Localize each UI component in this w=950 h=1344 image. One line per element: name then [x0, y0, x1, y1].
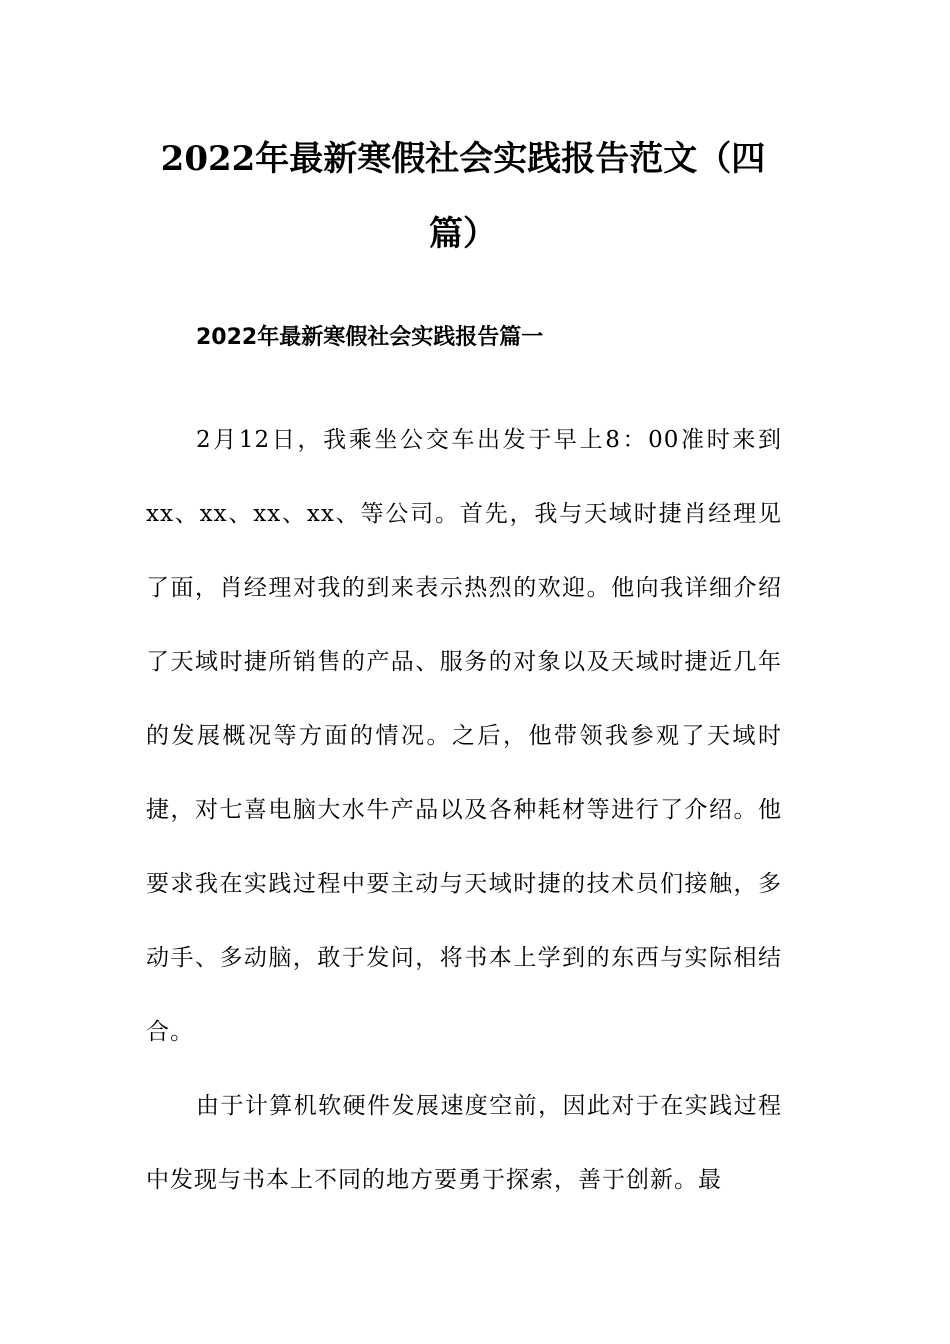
body-paragraph-1: 2月12日，我乘坐公交车出发于早上8：00准时来到xx、xx、xx、xx、等公司。首先，我与天域时捷肖经理见了面，肖经理对我的到来表示热烈的欢迎。他向我详细介绍了天域时捷所销售的产品、服务的对象以及天域时捷近几年的发展概况等方面的情况。之后，他带领我参观了天域时捷，对七喜电脑大水牛产品以及各种耗材等进行了介绍。他要求我在实践过程中要主动与天域时捷的技术员们接触，多动手、多动脑，敢于发问，将书本上学到的东西与实际相结合。: [146, 427, 782, 1045]
body-paragraph-2: 由于计算机软硬件发展速度空前，因此对于在实践过程中发现与书本上不同的地方要勇于探索，善于创新。最: [146, 1093, 782, 1193]
document-title: 2022年最新寒假社会实践报告范文（四篇）: [160, 139, 766, 254]
section-heading: 2022年最新寒假社会实践报告篇一: [196, 325, 544, 350]
